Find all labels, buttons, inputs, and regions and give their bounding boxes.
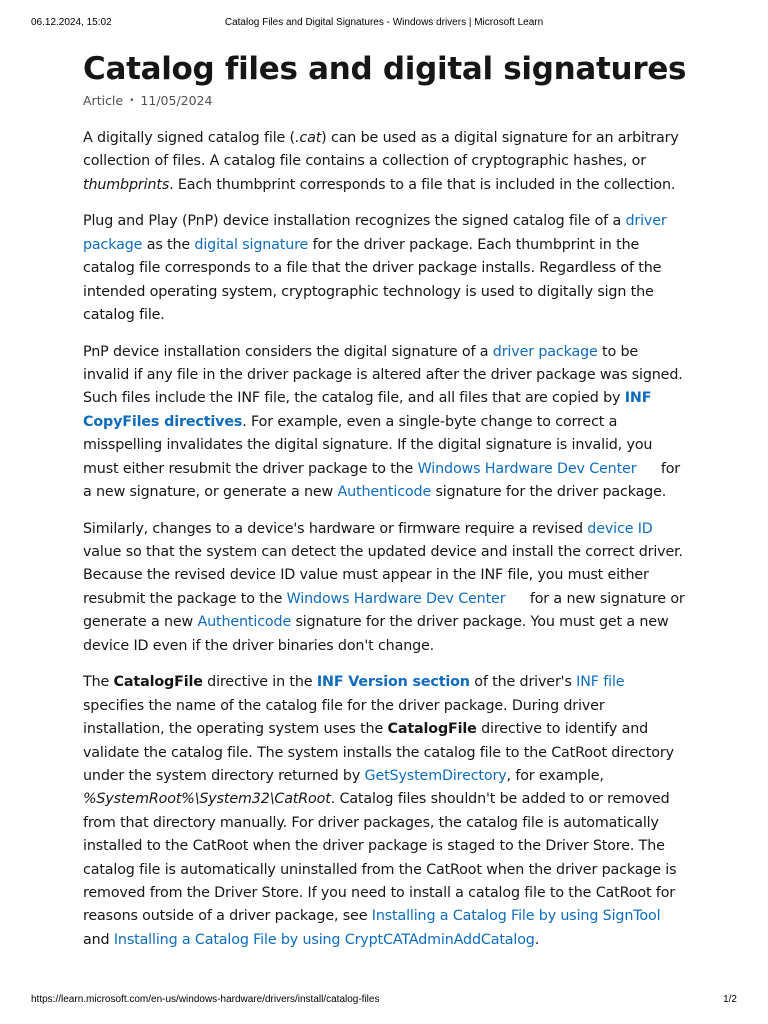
text: Similarly, changes to a device's hardware or firmware require a revised: [83, 520, 588, 537]
text: PnP device installation considers the digital signature of a: [83, 343, 493, 360]
article-type: Article: [83, 93, 124, 108]
article-content: [83, 48, 687, 952]
paragraph-2: [83, 210, 687, 327]
text: Plug and Play (PnP) device installation recognizes the signed catalog file of a: [83, 213, 626, 230]
installing-catalog-cryptcat-link[interactable]: Installing a Catalog File by using CryptCATAdminAddCatalog: [113, 931, 535, 948]
text: as the: [142, 236, 195, 253]
catalogfile-term: CatalogFile: [113, 674, 203, 691]
print-page-title: Catalog Files and Digital Signatures - Windows drivers | Microsoft Learn: [224, 17, 544, 28]
paragraph-1: [83, 127, 687, 197]
text: , for example,: [506, 767, 604, 784]
text: signature for the driver package. You must get a new device ID even if the driver binaries don't change.: [83, 614, 669, 654]
separator-dot: •: [129, 96, 135, 106]
device-id-link[interactable]: device ID: [587, 520, 653, 537]
paragraph-4: [83, 518, 687, 658]
authenticode-link[interactable]: Authenticode: [337, 484, 432, 501]
print-footer: [31, 994, 737, 1008]
catroot-path: %SystemRoot%\System32\CatRoot: [83, 791, 331, 808]
article-metadata: [83, 91, 687, 111]
inf-copyfiles-directives-link[interactable]: INF CopyFiles directives: [83, 390, 652, 430]
text: for the driver package. Each thumbprint in the catalog file corresponds to a file that the driver package installs. Regardless of the intended operating system, cryptographic technology is used to digitally sign the catalog file.: [83, 236, 662, 324]
print-date: 06.12.2024, 15:02: [31, 17, 112, 28]
text: . Catalog files shouldn't be added to or removed from that directory manually. For driver packages, the catalog file is automatically installed to the CatRoot when the driver package is staged to the Driver Store. The catalog file is automatically uninstalled from the CatRoot when the driver package is removed from the Driver Store. If you need to install a catalog file to the CatRoot for reasons outside of a driver package, see: [83, 791, 677, 925]
text: . Each thumbprint corresponds to a file that is included in the collection.: [169, 176, 676, 193]
inf-file-link[interactable]: INF file: [576, 674, 625, 691]
text: specifies the name of the catalog file for the driver package. During driver installation, the operating system uses the: [83, 697, 605, 738]
text: .: [534, 931, 540, 948]
paragraph-3: [83, 341, 687, 505]
print-header: [31, 17, 737, 31]
text: The: [83, 674, 114, 691]
text: to be invalid if any file in the driver package is altered after the driver package was signed. Such files include the INF file, the catalog file, and all files that are copied by: [83, 343, 683, 407]
emphasis: thumbprints: [83, 176, 170, 193]
windows-hardware-dev-center-link[interactable]: Windows Hardware Dev Center: [286, 590, 506, 607]
text: ) can be used as a digital signature for an arbitrary collection of files. A catalog file contains a collection of cryptographic hashes, or: [83, 130, 679, 170]
catalogfile-term: CatalogFile: [387, 721, 477, 738]
driver-package-link[interactable]: driver package: [492, 343, 598, 360]
text: signature for the driver package.: [431, 484, 667, 501]
windows-hardware-dev-center-link[interactable]: Windows Hardware Dev Center: [417, 460, 637, 477]
installing-catalog-signtool-link[interactable]: Installing a Catalog File by using SignTool: [371, 908, 661, 925]
text: A digitally signed catalog file (: [83, 130, 295, 146]
print-url: https://learn.microsoft.com/en-us/windows-hardware/drivers/install/catalog-files: [31, 994, 380, 1005]
digital-signature-link[interactable]: digital signature: [194, 236, 309, 253]
authenticode-link[interactable]: Authenticode: [197, 614, 292, 631]
text: value so that the system can detect the updated device and install the correct driver. Because the revised device ID value must appear in the INF file, you must either resubmit the package to the: [83, 544, 683, 607]
getsystemdirectory-link[interactable]: GetSystemDirectory: [364, 767, 507, 784]
driver-package-link[interactable]: driver package: [83, 213, 667, 253]
text: . For example, even a single-byte change to correct a misspelling invalidates the digital signature. If the digital signature is invalid, you must either resubmit the driver package to the: [83, 413, 653, 477]
text: directive in the: [202, 674, 317, 691]
text: for a new signature or generate a new: [83, 590, 685, 631]
text: of the driver's: [469, 674, 577, 691]
inf-version-section-link[interactable]: INF Version section: [316, 674, 470, 691]
article-date: 11/05/2024: [140, 93, 213, 108]
page-title: Catalog files and digital signatures: [83, 51, 687, 87]
paragraph-5: [83, 671, 687, 952]
text: for a new signature, or generate a new: [83, 460, 681, 501]
text: directive to identify and validate the catalog file. The system installs the catalog file to the CatRoot directory under the system directory returned by: [83, 721, 674, 784]
page-number: 1/2: [723, 994, 737, 1005]
emphasis: .cat: [294, 130, 322, 146]
text: and: [83, 931, 114, 948]
